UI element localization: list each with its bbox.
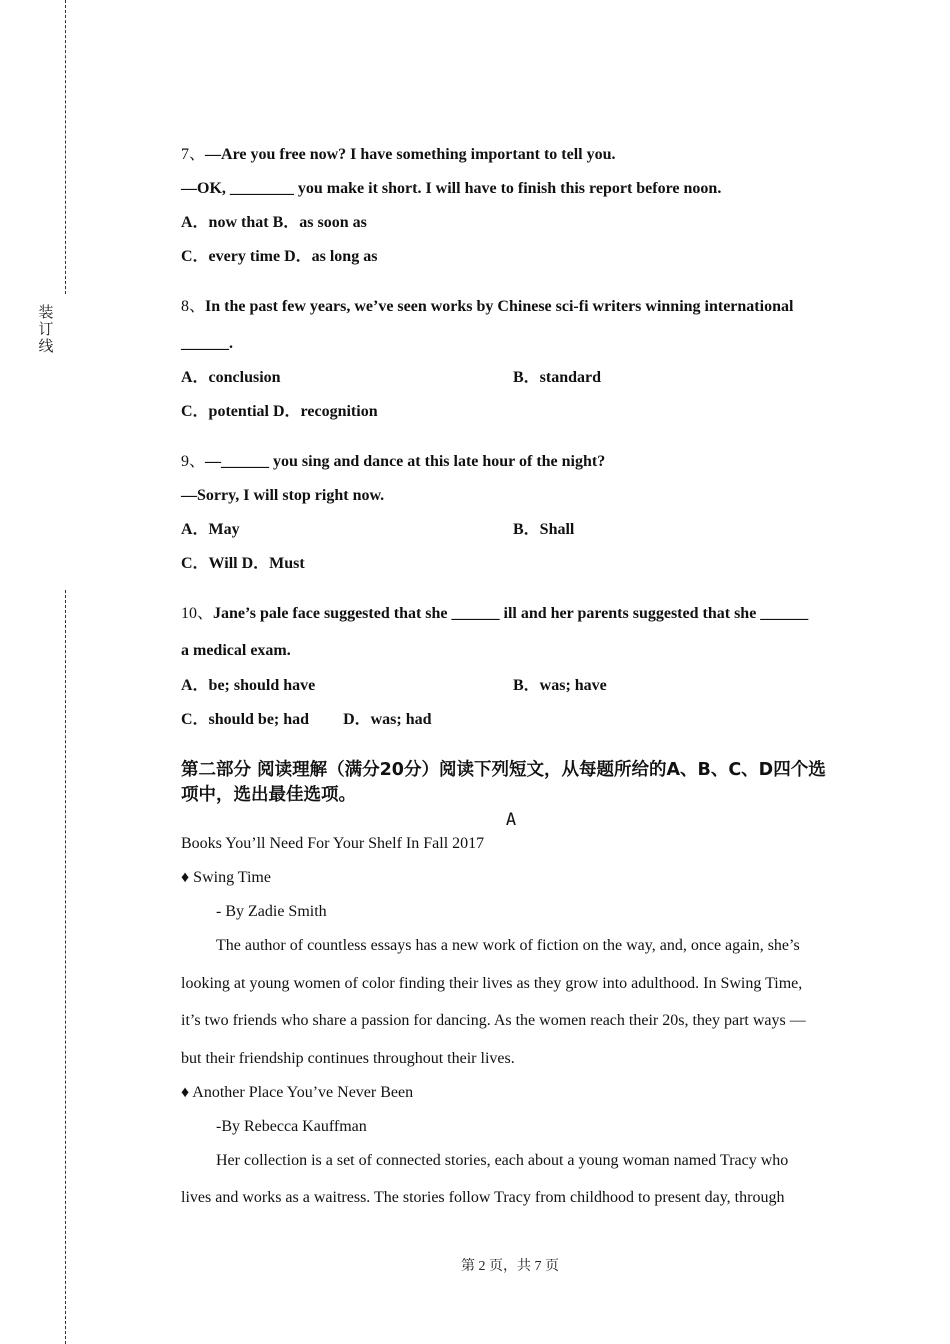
question-text: —______ you sing and dance at this late hour of the night?	[205, 453, 606, 470]
question-7-options-ab: A．now that B．as soon as	[181, 214, 367, 231]
question-10-options-ab	[181, 676, 607, 696]
book-2-author: -By Rebecca Kauffman	[216, 1118, 367, 1135]
option-a: A．May	[181, 521, 240, 538]
question-number: 10、	[181, 605, 214, 622]
option-b: B．Shall	[513, 521, 575, 538]
question-7-stem	[181, 145, 616, 165]
question-8-options-ab	[181, 368, 602, 388]
option-b: B．standard	[513, 369, 602, 386]
book-1-text-line: it’s two friends who share a passion for dancing. As the women reach their 20s, they part ways —	[181, 1012, 806, 1029]
question-number: 7、	[181, 146, 206, 163]
binding-char: 订	[38, 320, 54, 338]
question-10-line-2: a medical exam.	[181, 642, 291, 659]
question-10-stem	[181, 604, 808, 624]
option-a: A．conclusion	[181, 369, 281, 386]
option-b: B．was; have	[513, 677, 607, 694]
book-2-text-line: Her collection is a set of connected stories, each about a young woman named Tracy who	[216, 1152, 789, 1169]
question-9-options-cd: C．Will D．Must	[181, 555, 305, 572]
binding-dashed-line-bottom	[65, 590, 66, 1344]
binding-char: 线	[38, 337, 54, 355]
question-8-line-2: ______.	[181, 335, 233, 352]
passage-label: A	[505, 810, 517, 830]
option-d: D．was; had	[343, 711, 432, 728]
page-footer: 第 2 页，共 7 页	[461, 1259, 559, 1274]
option-a: A．be; should have	[181, 677, 316, 694]
question-9-stem	[181, 452, 605, 472]
question-text: In the past few years, we’ve seen works by Chinese sci-fi writers winning international	[205, 298, 794, 315]
question-8-options-cd: C．potential D．recognition	[181, 403, 378, 420]
section-heading: 第二部分 阅读理解（满分20分）阅读下列短文，从每题所给的A、B、C、D四个选项中，选出最佳选项。	[181, 760, 826, 805]
binding-label	[37, 304, 55, 355]
question-9-line-2: —Sorry, I will stop right now.	[181, 487, 385, 504]
book-2-title: ♦ Another Place You’ve Never Been	[181, 1084, 414, 1101]
question-8-stem	[181, 297, 793, 317]
question-number: 8、	[181, 298, 206, 315]
question-10-options-cd	[181, 710, 432, 730]
question-number: 9、	[181, 453, 206, 470]
question-text: Jane’s pale face suggested that she ______ ill and her parents suggested that she ______	[213, 605, 809, 622]
question-9-options-ab	[181, 520, 575, 540]
book-1-title: ♦ Swing Time	[181, 869, 271, 886]
book-2-text-line: lives and works as a waitress. The stories follow Tracy from childhood to present day, through	[181, 1189, 785, 1206]
question-text: —Are you free now? I have something important to tell you.	[205, 146, 616, 163]
question-7-line-2: —OK, ________ you make it short. I will have to finish this report before noon.	[181, 180, 722, 197]
binding-dashed-line-top	[65, 0, 66, 294]
book-1-text-line: looking at young women of color finding their lives as they grow into adulthood. In Swing Time,	[181, 975, 803, 992]
binding-char: 装	[38, 303, 54, 321]
passage-title: Books You’ll Need For Your Shelf In Fall 2017	[181, 835, 485, 852]
book-1-text-line: but their friendship continues throughout their lives.	[181, 1050, 515, 1067]
book-1-author: - By Zadie Smith	[216, 903, 327, 920]
question-7-options-cd: C．every time D．as long as	[181, 248, 378, 265]
book-1-text-line: The author of countless essays has a new work of fiction on the way, and, once again, she’s	[216, 937, 800, 954]
option-c: C．should be; had	[181, 711, 310, 728]
